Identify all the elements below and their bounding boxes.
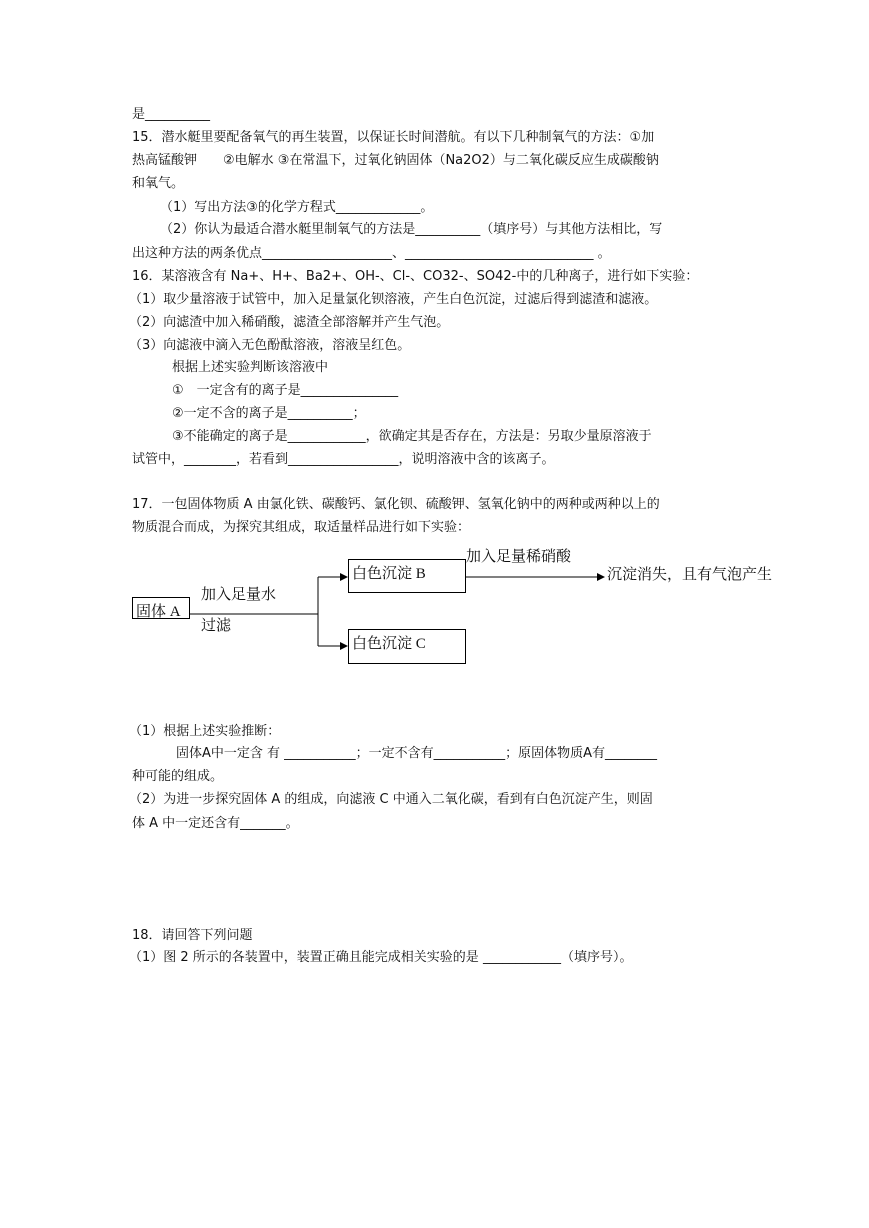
question-16-item-3-cont: 试管中，________，若看到_________________，说明溶液中含的该离子。 — [132, 452, 555, 467]
question-15-part-2-cont: 出这种方法的两条优点____________________、_____________________________ 。 — [132, 246, 611, 261]
question-16-step-2: （2）向滤渣中加入稀硝酸，滤渣全部溶解并产生气泡。 — [129, 315, 450, 330]
question-16-item-1: ① 一定含有的离子是_______________ — [172, 383, 399, 398]
question-17-part-2-cont: 体 A 中一定还含有_______。 — [132, 816, 299, 831]
precipitate-c-box: 白色沉淀 C — [348, 629, 466, 664]
question-15-line-1: 15．潜水艇里要配备氧气的再生装置，以保证长时间潜航。有以下几种制氧气的方法：①加 — [132, 130, 655, 145]
label-add-nitric-acid: 加入足量稀硝酸 — [466, 549, 572, 565]
label-filter: 过滤 — [201, 618, 232, 634]
question-17-part-1-cont: 种可能的组成。 — [132, 769, 224, 784]
question-16-item-2: ②一定不含的离子是__________； — [172, 406, 366, 421]
question-16-item-3: ③不能确定的离子是____________，欲确定其是否存在，方法是：另取少量原溶液于 — [172, 429, 652, 444]
label-add-water: 加入足量水 — [201, 587, 277, 603]
label-result: 沉淀消失，且有气泡产生 — [607, 567, 773, 583]
question-15-part-1: （1）写出方法③的化学方程式_____________。 — [160, 200, 434, 215]
question-14-tail: 是__________ — [132, 107, 211, 122]
question-16-judge: 根据上述实验判断该溶液中 — [172, 360, 329, 375]
question-15-line-3: 和氧气。 — [132, 176, 185, 191]
question-18-part-1: （1）图 2 所示的各装置中，装置正确且能完成相关实验的是 ____________（填序号）。 — [129, 950, 633, 965]
question-17-stem: 17．一包固体物质 A 由氯化铁、碳酸钙、氯化钡、硫酸钾、氢氧化钠中的两种或两种以上的 — [132, 497, 660, 512]
question-15-line-2: 热高锰酸钾 ②电解水 ③在常温下，过氧化钠固体（Na2O2）与二氧化碳反应生成碳酸钠 — [132, 153, 659, 168]
precipitate-b-box: 白色沉淀 B — [348, 559, 466, 593]
question-16-step-1: （1）取少量溶液于试管中，加入足量氯化钡溶液，产生白色沉淀，过滤后得到滤渣和滤液。 — [129, 292, 658, 307]
question-16-stem: 16．某溶液含有 Na+、H+、Ba2+、OH-、Cl-、CO32-、SO42-中的几种离子，进行如下实验： — [132, 269, 699, 284]
solid-a-box: 固体 A — [132, 597, 190, 619]
question-15-part-2: （2）你认为最适合潜水艇里制氧气的方法是__________（填序号）与其他方法相比，写 — [160, 222, 663, 237]
question-16-step-3: （3）向滤液中滴入无色酚酞溶液，溶液呈红色。 — [129, 338, 411, 353]
question-17-part-1: （1）根据上述实验推断： — [129, 724, 281, 739]
question-17-stem-cont: 物质混合而成，为探究其组成，取适量样品进行如下实验： — [132, 520, 471, 535]
question-17-part-1-answer: 固体A中一定含 有 ___________；一定不含有___________；原固体物质A有________ — [176, 746, 658, 761]
question-17-part-2: （2）为进一步探究固体 A 的组成，向滤液 C 中通入二氧化碳，看到有白色沉淀产生，则固 — [129, 792, 653, 807]
question-18-stem: 18．请回答下列问题 — [132, 928, 253, 943]
